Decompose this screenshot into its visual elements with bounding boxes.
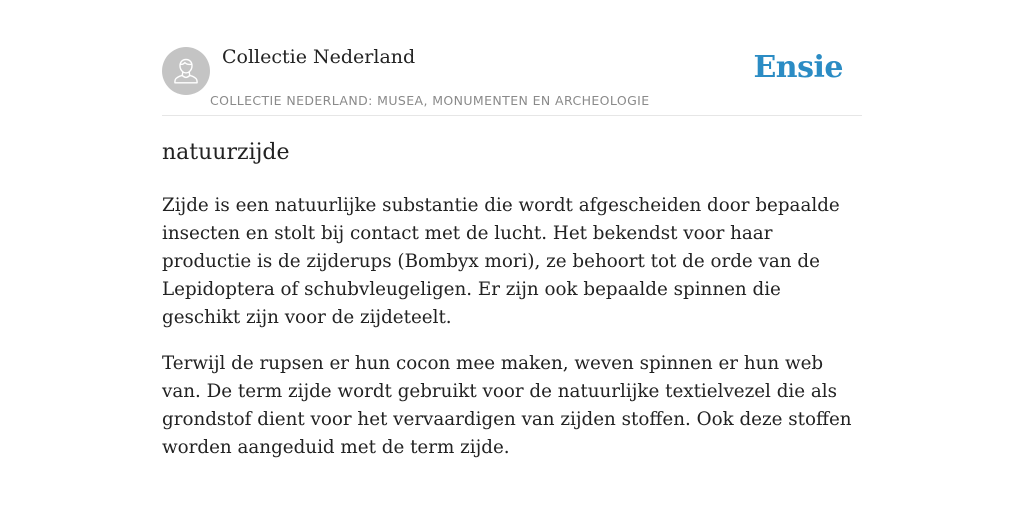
author-subtitle: COLLECTIE NEDERLAND: MUSEA, MONUMENTEN EN ARCHEOLOGIE [210,93,650,108]
article-paragraph: Zijde is een natuurlijke substantie die wordt afgescheiden door bepaalde insecten en stolt bij contact met de lucht. Het bekendst voor haar productie is de zijderups (Bombyx mori), ze behoort tot de orde van de Lepidoptera of schubvleugeligen. Er zijn ook bepaalde spinnen die geschikt zijn voor de zijdeteelt. [162,195,840,328]
article-title: natuurzijde [162,140,290,165]
user-silhouette-icon [173,57,199,85]
avatar[interactable] [162,47,210,95]
article-body [162,192,862,480]
page-container [162,0,862,458]
brand-logo[interactable]: Ensie [753,50,843,85]
article-paragraph: Terwijl de rupsen er hun cocon mee maken, weven spinnen er hun web van. De term zijde wordt gebruikt voor de natuurlijke textielvezel die als grondstof dient voor het vervaardigen van zijden stoffen. Ook deze stoffen worden aangeduid met de term zijde. [162,353,852,458]
author-header [162,0,862,116]
author-name[interactable]: Collectie Nederland [222,46,416,68]
